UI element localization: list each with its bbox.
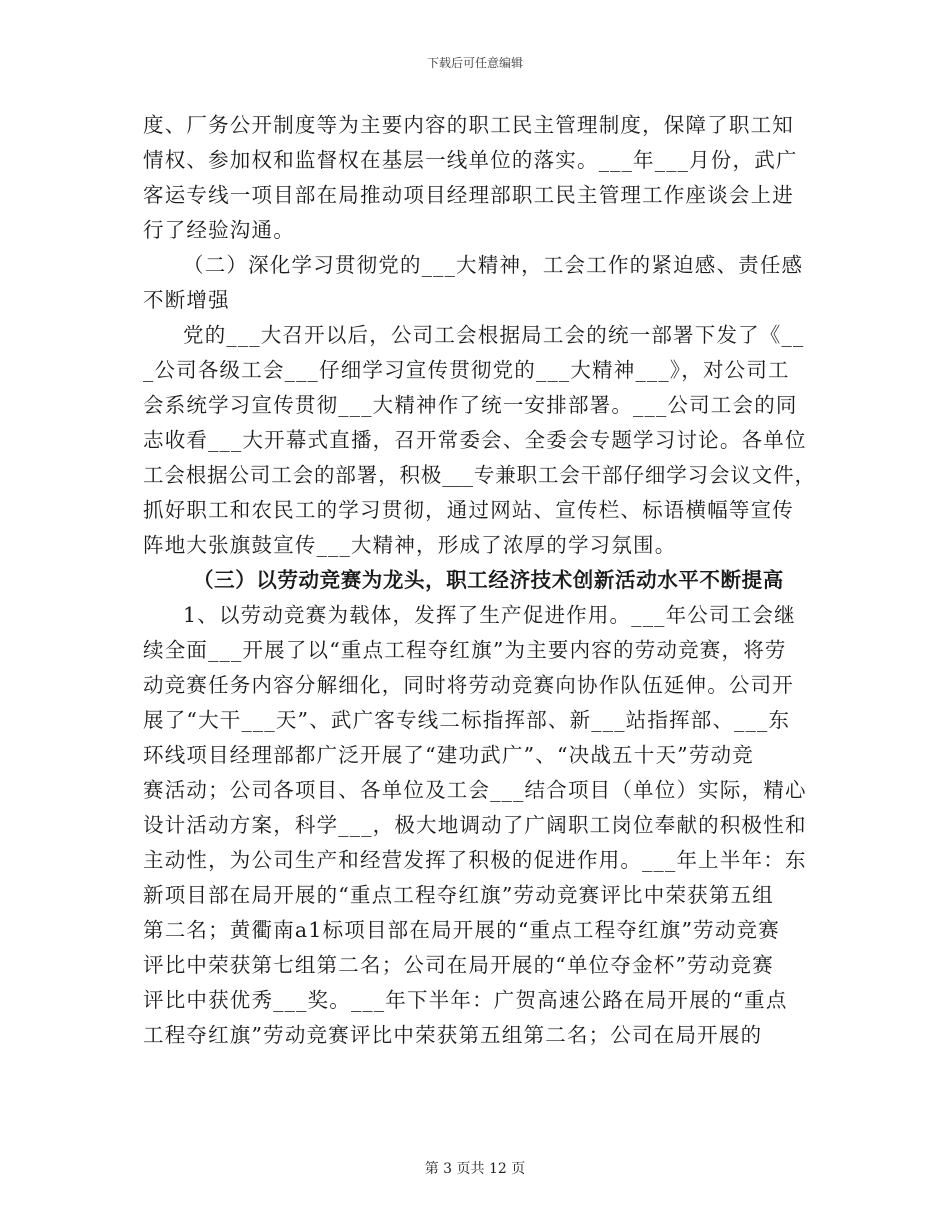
body-line: 客运专线一项目部在局推动项目经理部职工民主管理工作座谈会上进 — [143, 183, 794, 207]
body-line: 情权、参加权和监督权在基层一线单位的落实。___年___月份，武广 — [143, 148, 798, 172]
body-line: 会系统学习宣传贯彻___大精神作了统一安排部署。___公司工会的同 — [143, 393, 798, 417]
body-line: 工会根据公司工会的部署，积极___专兼职工会干部仔细学习会议文件， — [143, 463, 815, 487]
body-line: 第二名；黄衢南a1标项目部在局开展的“重点工程夺红旗”劳动竞赛 — [143, 918, 780, 942]
page-number-footer: 第 3 页共 12 页 — [424, 1161, 526, 1177]
section-heading-2: （二）深化学习贯彻党的___大精神，工会工作的紧迫感、责任感 — [183, 253, 804, 277]
body-line: 阵地大张旗鼓宣传___大精神，形成了浓厚的学习氛围。 — [143, 533, 677, 557]
body-line: _公司各级工会___仔细学习宣传贯彻党的___大精神___》，对公司工 — [143, 358, 790, 382]
body-line: 行了经验沟通。 — [143, 218, 295, 242]
body-line: 党的___大召开以后，公司工会根据局工会的统一部署下发了《__ — [183, 323, 805, 347]
body-line: 1、以劳动竞赛为载体，发挥了生产促进作用。___年公司工会继 — [183, 603, 796, 627]
body-line: 评比中获优秀___奖。___年下半年：广贺高速公路在局开展的“重点 — [143, 988, 788, 1012]
body-line: 主动性，为公司生产和经营发挥了积极的促进作用。___年上半年：东 — [143, 848, 807, 872]
section-heading-3: （三）以劳动竞赛为龙头，职工经济技术创新活动水平不断提高 — [193, 568, 784, 592]
page-header: 下载后可任意编辑 — [426, 56, 523, 70]
body-line: 工程夺红旗”劳动竞赛评比中荣获第五组第二名；公司在局开展的 — [143, 1023, 763, 1047]
body-line: 度、厂务公开制度等为主要内容的职工民主管理制度，保障了职工知 — [143, 113, 794, 137]
body-line: 不断增强 — [143, 288, 230, 312]
body-line: 抓好职工和农民工的学习贯彻，通过网站、宣传栏、标语横幅等宣传 — [143, 498, 794, 522]
body-line: 新项目部在局开展的“重点工程夺红旗”劳动竞赛评比中荣获第五组 — [143, 883, 774, 907]
body-line: 动竞赛任务内容分解细化，同时将劳动竞赛向协作队伍延伸。公司开 — [143, 673, 794, 697]
body-line: 设计活动方案，科学___，极大地调动了广阔职工岗位奉献的积极性和 — [143, 813, 807, 837]
document-body — [143, 108, 815, 1053]
body-line: 展了“大干___天”、武广客专线二标指挥部、新___站指挥部、___东 — [143, 708, 791, 732]
body-line: 志收看___大开幕式直播，召开常委会、全委会专题学习讨论。各单位 — [143, 428, 807, 452]
body-line: 赛活动；公司各项目、各单位及工会___结合项目（单位）实际，精心 — [143, 778, 807, 802]
body-line: 环线项目经理部都广泛开展了“建功武广”、“决战五十天”劳动竞 — [143, 743, 754, 767]
body-line: 续全面___开展了以“重点工程夺红旗”为主要内容的劳动竞赛，将劳 — [143, 638, 787, 662]
body-line: 评比中荣获第七组第二名；公司在局开展的“单位夺金杯”劳动竞赛 — [143, 953, 774, 977]
